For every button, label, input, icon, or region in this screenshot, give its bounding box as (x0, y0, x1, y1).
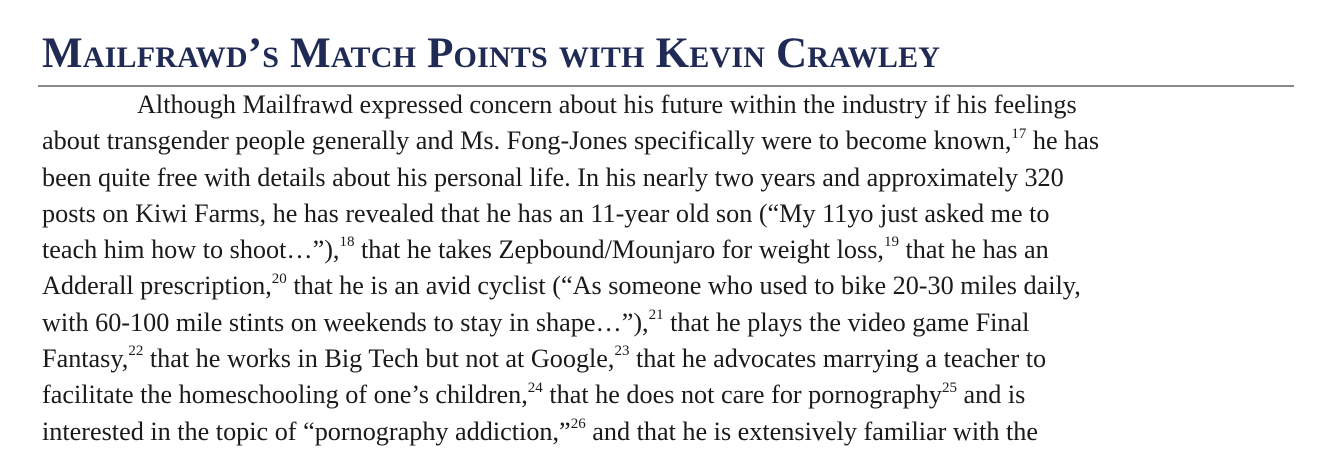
text-line-9 (42, 377, 1302, 413)
text-line-8 (42, 341, 1302, 377)
footnote-ref-20[interactable]: 20 (271, 270, 287, 287)
text-line-1 (42, 87, 1302, 123)
text-run: that he plays the video game Final (663, 307, 1030, 337)
text-line-6 (42, 268, 1302, 304)
footnote-ref-22[interactable]: 22 (128, 343, 144, 360)
text-line-2 (42, 123, 1302, 159)
text-run: and is (957, 380, 1026, 410)
text-run: been quite free with details about his personal life. In his nearly two years and approximately 320 (42, 162, 1064, 192)
footnote-ref-17[interactable]: 17 (1011, 125, 1027, 142)
text-run: posts on Kiwi Farms, he has revealed that he has an 11-year old son (“My 11yo just asked me to (42, 198, 1050, 228)
text-run: that he does not care for pornography (542, 380, 942, 410)
text-run: that he works in Big Tech but not at Google, (143, 344, 615, 374)
text-run: interested in the topic of “pornography addiction,” (42, 416, 571, 446)
text-line-3 (42, 160, 1302, 196)
body-paragraph (42, 87, 1302, 450)
text-line-5 (42, 232, 1302, 268)
text-run: and that he is extensively familiar with the (585, 416, 1039, 446)
footnote-ref-19[interactable]: 19 (883, 234, 899, 251)
text-line-10 (42, 414, 1302, 450)
text-run: Adderall prescription, (42, 271, 272, 301)
text-run: that he advocates marrying a teacher to (629, 344, 1047, 374)
footnote-ref-21[interactable]: 21 (648, 307, 664, 324)
text-line-7 (42, 305, 1302, 341)
text-run: facilitate the homeschooling of one’s children, (42, 380, 528, 410)
footnote-ref-18[interactable]: 18 (339, 234, 355, 251)
text-run: about transgender people generally and Ms. Fong-Jones specifically were to become known, (42, 126, 1012, 156)
footnote-ref-26[interactable]: 26 (570, 415, 586, 432)
footnote-ref-24[interactable]: 24 (527, 379, 543, 396)
section-heading: Mailfrawd’s Match Points with Kevin Crawley (42, 30, 941, 77)
footnote-ref-23[interactable]: 23 (614, 343, 630, 360)
text-line-4 (42, 196, 1302, 232)
text-run: that he has an (898, 235, 1049, 265)
text-run: with 60-100 mile stints on weekends to stay in shape…”), (42, 307, 649, 337)
text-run: that he takes Zepbound/Mounjaro for weight loss, (354, 235, 884, 265)
text-run: Fantasy, (42, 344, 129, 374)
text-run: teach him how to shoot…”), (42, 235, 340, 265)
footnote-ref-25[interactable]: 25 (942, 379, 957, 396)
text-run: he has (1026, 126, 1100, 156)
text-run: Although Mailfrawd expressed concern about his future within the industry if his feelings (137, 90, 1077, 119)
text-run: that he is an avid cyclist (“As someone who used to bike 20-30 miles daily, (286, 271, 1081, 301)
